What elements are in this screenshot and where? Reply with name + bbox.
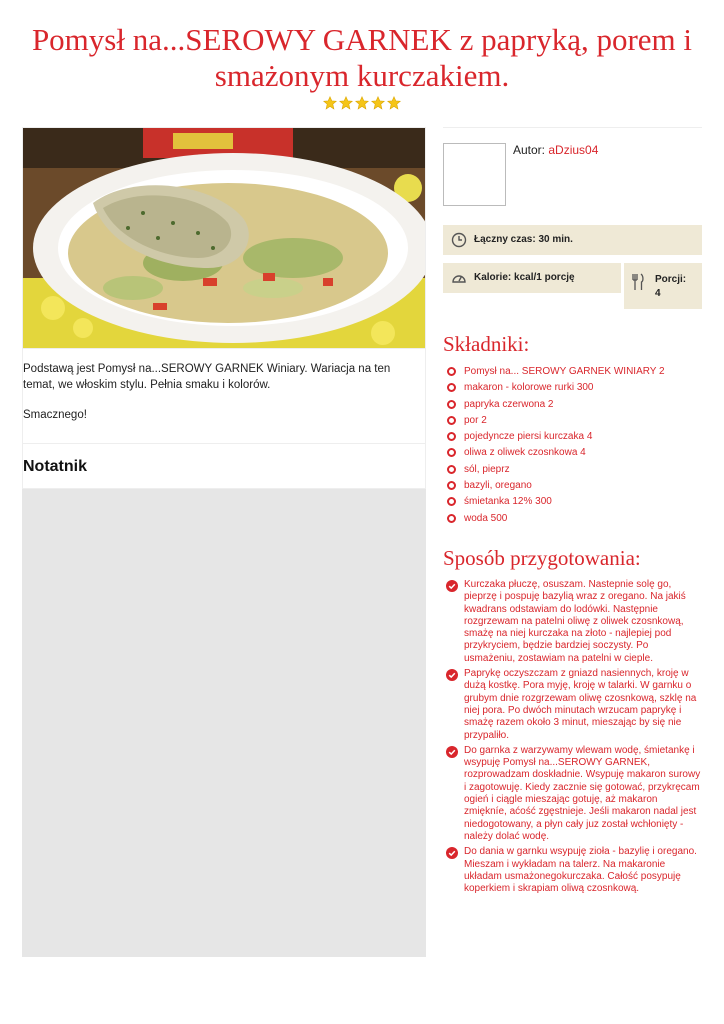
notes-heading: Notatnik xyxy=(23,458,87,475)
recipe-closing: Smacznego! xyxy=(23,409,87,421)
method-step-text: Do dania w garnku wsypuję zioła - bazylię i oregano. Mieszam i wykładam na talerz. Na makaronie układam usmażonegokurczaka. Całość posypuję koperkiem i skrapiam oliwą czosnkową. xyxy=(464,846,697,895)
star-icon xyxy=(355,96,369,110)
total-time-text: Łączny czas: 30 min. xyxy=(474,234,573,245)
ingredient-text: śmietanka 12% 300 xyxy=(464,496,552,508)
star-icon xyxy=(371,96,385,110)
portions-box xyxy=(624,263,702,309)
method-heading: Sposób przygotowania: xyxy=(443,546,641,570)
ingredient-text: papryka czerwona 2 xyxy=(464,398,554,410)
notes-area[interactable] xyxy=(22,489,426,957)
ingredient-item xyxy=(447,463,665,479)
total-time-box xyxy=(443,225,702,255)
ingredient-item xyxy=(447,414,665,430)
bullet-circle-icon xyxy=(447,448,456,457)
ingredient-text: Pomysł na... SEROWY GARNEK WINIARY 2 xyxy=(464,366,665,377)
ingredient-item xyxy=(447,398,665,414)
bullet-circle-icon xyxy=(447,416,456,425)
author-avatar xyxy=(443,143,506,206)
bullet-circle-icon xyxy=(447,432,456,441)
gauge-icon xyxy=(451,270,467,286)
dish-photo-illustration xyxy=(23,128,426,349)
ingredients-heading: Składniki: xyxy=(443,332,530,356)
recipe-description-block xyxy=(22,349,426,444)
portions-label: Porcji: xyxy=(655,274,687,285)
bullet-circle-icon xyxy=(447,465,456,474)
bullet-circle-icon xyxy=(447,367,456,376)
ingredient-item xyxy=(447,430,665,446)
check-circle-icon xyxy=(446,669,458,681)
ingredient-item xyxy=(447,381,665,397)
ingredients-list xyxy=(447,365,665,528)
bullet-circle-icon xyxy=(447,497,456,506)
left-column xyxy=(22,127,426,957)
right-column xyxy=(443,127,702,895)
ingredient-text: makaron - kolorowe rurki 300 xyxy=(464,382,594,394)
calories-text: Kalorie: kcal/1 porcję xyxy=(474,272,575,283)
bullet-circle-icon xyxy=(447,400,456,409)
calories-box xyxy=(443,263,621,293)
notes-header xyxy=(22,444,426,489)
star-icon xyxy=(387,96,401,110)
recipe-photo xyxy=(22,127,426,349)
method-step-text: Paprykę oczyszczam z gniazd nasiennych, kroję w dużą kostkę. Pora myję, kroję w talarki. W garnku o grubym dnie rozgrzewam oliwę czosnkową, szklę na niej pora. Po dwóch minutach wrzucam paprykę i smażę razem około 3 minut, mieszając by się nie przypaliło. xyxy=(464,668,697,741)
ingredient-text: bazyli, oregano xyxy=(464,480,532,492)
recipe-title: Pomysł na...SEROWY GARNEK z papryką, porem i smażonym kurczakiem. xyxy=(31,22,693,93)
method-step-text: Kurczaka płuczę, osuszam. Nastepnie solę go, pieprzę i pospuję bazylią wraz z oregano. Na jakiś kwadrans odstawiam do lodówki. Następnie rozgrzewam na patelni oliwę z oliwek czosnkową, smażę na niej kurczaka na złoto - najlepiej pod przykryciem, będzie bardziej soczysty. Po usmażeniu, zostawiam na patelni w cieple. xyxy=(464,579,686,664)
check-circle-icon xyxy=(446,746,458,758)
method-step xyxy=(446,846,702,895)
author-name-link[interactable]: aDzius04 xyxy=(548,143,599,157)
bullet-circle-icon xyxy=(447,383,456,392)
ingredient-text: pojedyncze piersi kurczaka 4 xyxy=(464,431,593,443)
info-row xyxy=(443,263,702,309)
ingredient-text: sól, pieprz xyxy=(464,463,510,475)
portions-value: 4 xyxy=(655,288,661,299)
cutlery-icon xyxy=(631,273,645,291)
check-circle-icon xyxy=(446,580,458,592)
clock-icon xyxy=(451,232,467,248)
ingredient-item xyxy=(447,365,665,381)
bullet-circle-icon xyxy=(447,514,456,523)
portions-text xyxy=(655,273,686,301)
ingredient-text: woda 500 xyxy=(464,512,508,524)
ingredient-item xyxy=(447,495,665,511)
ingredient-text: oliwa z oliwek czosnkowa 4 xyxy=(464,447,586,459)
star-icon xyxy=(323,96,337,110)
ingredient-item xyxy=(447,446,665,462)
rating-stars xyxy=(0,96,724,115)
bullet-circle-icon xyxy=(447,481,456,490)
method-steps xyxy=(446,579,702,898)
check-circle-icon xyxy=(446,847,458,859)
method-step xyxy=(446,668,702,742)
author-section xyxy=(443,127,702,215)
recipe-description: Podstawą jest Pomysł na...SEROWY GARNEK Winiary. Wariacja na ten temat, we włoskim stylu. Pełnia smaku i kolorów. xyxy=(23,363,391,391)
author-line xyxy=(513,143,598,157)
ingredient-text: por 2 xyxy=(464,414,487,426)
method-step xyxy=(446,579,702,665)
star-icon xyxy=(339,96,353,110)
author-label: Autor: xyxy=(513,143,546,157)
ingredient-item xyxy=(447,479,665,495)
method-step-text: Do garnka z warzywamy wlewam wodę, śmietankę i wsypuję Pomysł na...SEROWY GARNEK, rozprowadzam doskładnie. Wsypuję makaron surowy i zagotowuję. Kiedy zacznie się gotować, przykręcam ogień i ciągle mieszając gotuję, aż makaron zmiękníe, aćość zgęstnieje. Jeśli makaron nadal jest niedogotowany, a płyn cały juz został wchłonięty - należy dolać wodę. xyxy=(464,744,701,842)
method-step xyxy=(446,745,702,843)
ingredient-item xyxy=(447,512,665,528)
